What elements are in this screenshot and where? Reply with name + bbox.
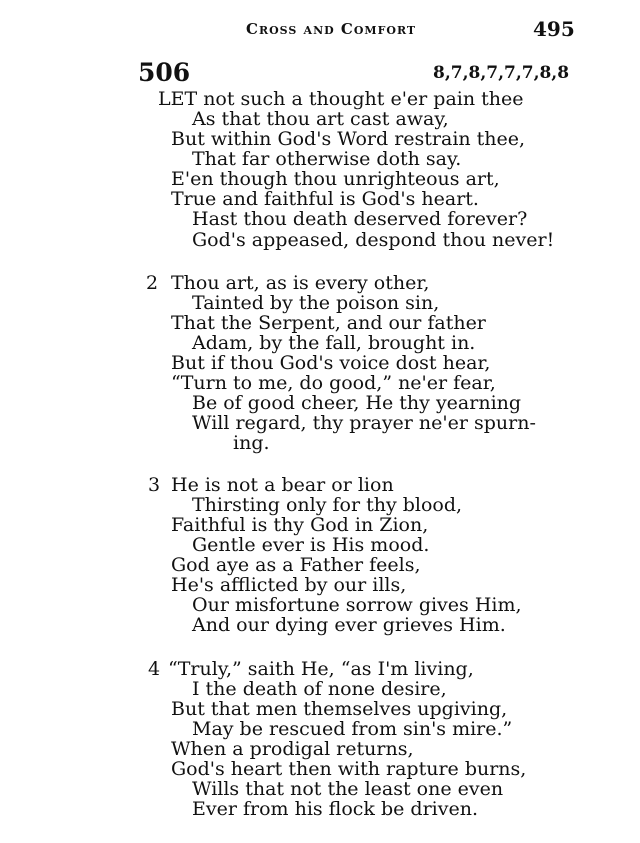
verse-line: I the death of none desire, [192, 678, 447, 700]
stanza-number: 2 [146, 272, 159, 294]
stanza-number: 3 [148, 474, 161, 496]
verse-line: ing. [233, 432, 270, 454]
verse-line: But that men themselves upgiving, [171, 698, 508, 720]
section-title: Cross and Comfort [246, 20, 417, 38]
hymn-number: 506 [138, 58, 191, 87]
verse-line: He's afflicted by our ills, [171, 574, 407, 596]
verse-line: God's heart then with rapture burns, [171, 758, 527, 780]
verse-line: Our misfortune sorrow gives Him, [192, 594, 522, 616]
verse-line: Wills that not the least one even [192, 778, 504, 800]
verse-line: True and faithful is God's heart. [171, 188, 479, 210]
verse-line: But within God's Word restrain thee, [171, 128, 526, 150]
verse-line: LET not such a thought e'er pain thee [158, 88, 524, 110]
verse-line: Be of good cheer, He thy yearning [192, 392, 522, 414]
verse-line: But if thou God's voice dost hear, [171, 352, 491, 374]
verse-line: He is not a bear or lion [171, 474, 394, 496]
stanza-number: 4 [148, 658, 161, 680]
verse-line: Hast thou death deserved forever? [192, 208, 528, 230]
verse-line: May be rescued from sin's mire.” [192, 718, 513, 740]
verse-line: That the Serpent, and our father [171, 312, 486, 334]
verse-line: “Turn to me, do good,” ne'er fear, [171, 372, 496, 394]
verse-line: Will regard, thy prayer ne'er spurn- [192, 412, 536, 434]
verse-line: As that thou art cast away, [192, 108, 449, 130]
verse-line: Tainted by the poison sin, [192, 292, 440, 314]
verse-line: E'en though thou unrighteous art, [171, 168, 500, 190]
hymn-meter: 8,7,8,7,7,7,8,8 [433, 63, 570, 83]
verse-line: Thirsting only for thy blood, [192, 494, 463, 516]
verse-line: Faithful is thy God in Zion, [171, 514, 429, 536]
verse-line: Ever from his flock be driven. [192, 798, 479, 820]
verse-line: “Truly,” saith He, “as I'm living, [168, 658, 474, 680]
verse-line: Gentle ever is His mood. [192, 534, 430, 556]
verse-line: God aye as a Father feels, [171, 554, 421, 576]
verse-line: And our dying ever grieves Him. [192, 614, 506, 636]
verse-line: When a prodigal returns, [171, 738, 414, 760]
verse-line: God's appeased, despond thou never! [192, 229, 555, 251]
page-number: 495 [533, 17, 575, 41]
verse-line: Thou art, as is every other, [171, 272, 430, 294]
verse-line: That far otherwise doth say. [192, 148, 462, 170]
verse-line: Adam, by the fall, brought in. [192, 332, 476, 354]
